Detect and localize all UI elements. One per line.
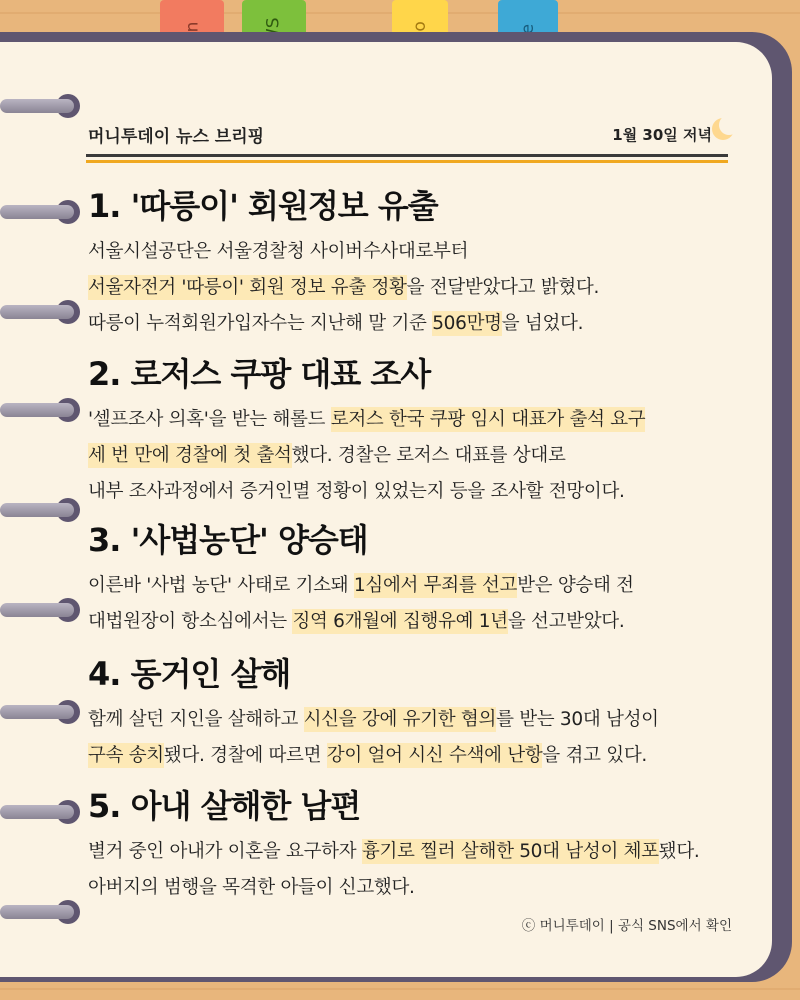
body-text: 을 겪고 있다. — [542, 745, 647, 766]
highlighted-text: 세 번 만에 경찰에 첫 출석 — [88, 445, 292, 466]
news-line — [88, 306, 599, 342]
body-text: 됐다. — [658, 841, 700, 862]
binder-ring — [0, 705, 74, 719]
news-line — [88, 870, 699, 906]
news-body — [88, 702, 659, 774]
header-divider — [86, 154, 728, 157]
body-text: 따릉이 누적회원가입자수는 지난해 말 기준 — [88, 313, 433, 334]
news-line — [88, 604, 634, 640]
highlighted-text: 1심에서 무죄를 선고 — [353, 575, 518, 596]
body-text: 했다. 경찰은 로저스 대표를 상대로 — [291, 445, 566, 466]
news-heading: 2. 로저스 쿠팡 대표 조사 — [88, 355, 431, 393]
binder-ring — [0, 305, 74, 319]
body-text: 함께 살던 지인을 살해하고 — [88, 709, 304, 730]
news-body — [88, 834, 699, 906]
body-text: 을 선고받았다. — [507, 611, 625, 632]
highlighted-text: 흉기로 찔러 살해한 50대 남성이 체포 — [361, 841, 659, 862]
binder-ring — [0, 905, 74, 919]
news-heading: 1. '따릉이' 회원정보 유출 — [88, 187, 438, 225]
binder-ring — [0, 205, 74, 219]
binder-ring — [0, 99, 74, 113]
binder-ring — [0, 503, 74, 517]
body-text: 을 넘었다. — [501, 313, 584, 334]
body-text: 내부 조사과정에서 증거인멸 정황이 있었는지 등을 조사할 전망이다. — [88, 481, 625, 502]
news-body — [88, 568, 634, 640]
news-item-1 — [88, 186, 599, 342]
highlighted-text: 강이 얼어 시신 수색에 난항 — [326, 745, 543, 766]
body-text: 별거 중인 아내가 이혼을 요구하자 — [88, 841, 362, 862]
news-item-5 — [88, 786, 699, 906]
body-text: 아버지의 범행을 목격한 아들이 신고했다. — [88, 877, 415, 898]
news-heading: 3. '사법농단' 양승태 — [88, 521, 368, 559]
highlighted-text: 506만명 — [432, 313, 502, 334]
moon-icon — [712, 118, 734, 140]
news-line — [88, 438, 645, 474]
news-item-2 — [88, 354, 645, 510]
date-label: 1월 30일 저녁 — [612, 126, 712, 144]
highlighted-text: 로저스 한국 쿠팡 임시 대표가 출석 요구 — [330, 409, 646, 430]
body-text: '셀프조사 의혹'을 받는 해롤드 — [88, 409, 331, 430]
news-heading: 4. 동거인 살해 — [88, 655, 291, 693]
news-line — [88, 474, 645, 510]
header-accent-divider — [86, 160, 728, 163]
body-text: 이른바 '사법 농단' 사태로 기소돼 — [88, 575, 354, 596]
body-text: 서울시설공단은 서울경찰청 사이버수사대로부터 — [88, 241, 469, 262]
highlighted-text: 구속 송치 — [88, 745, 164, 766]
highlighted-text: 서울자전거 '따릉이' 회원 정보 유출 정황 — [88, 277, 407, 298]
highlighted-text: 징역 6개월에 집행유예 1년 — [292, 611, 508, 632]
news-heading: 5. 아내 살해한 남편 — [88, 787, 361, 825]
body-text: 됐다. 경찰에 따르면 — [163, 745, 327, 766]
news-line — [88, 738, 659, 774]
news-body — [88, 402, 645, 510]
news-line — [88, 402, 645, 438]
binder-ring — [0, 403, 74, 417]
body-text: 받은 양승태 전 — [517, 575, 634, 596]
binder-ring — [0, 805, 74, 819]
news-line — [88, 234, 599, 270]
body-text: 를 받는 30대 남성이 — [496, 709, 659, 730]
news-line — [88, 702, 659, 738]
news-item-4 — [88, 654, 659, 774]
highlighted-text: 시신을 강에 유기한 혐의 — [303, 709, 497, 730]
news-line — [88, 568, 634, 604]
copyright-footer: ⓒ 머니투데이 | 공식 SNS에서 확인 — [521, 918, 732, 934]
binder-ring — [0, 603, 74, 617]
page-title: 머니투데이 뉴스 브리핑 — [88, 127, 265, 147]
news-line — [88, 270, 599, 306]
news-body — [88, 234, 599, 342]
body-text: 대법원장이 항소심에서는 — [88, 611, 293, 632]
news-item-3 — [88, 520, 634, 640]
body-text: 을 전달받았다고 밝혔다. — [406, 277, 600, 298]
news-line — [88, 834, 699, 870]
